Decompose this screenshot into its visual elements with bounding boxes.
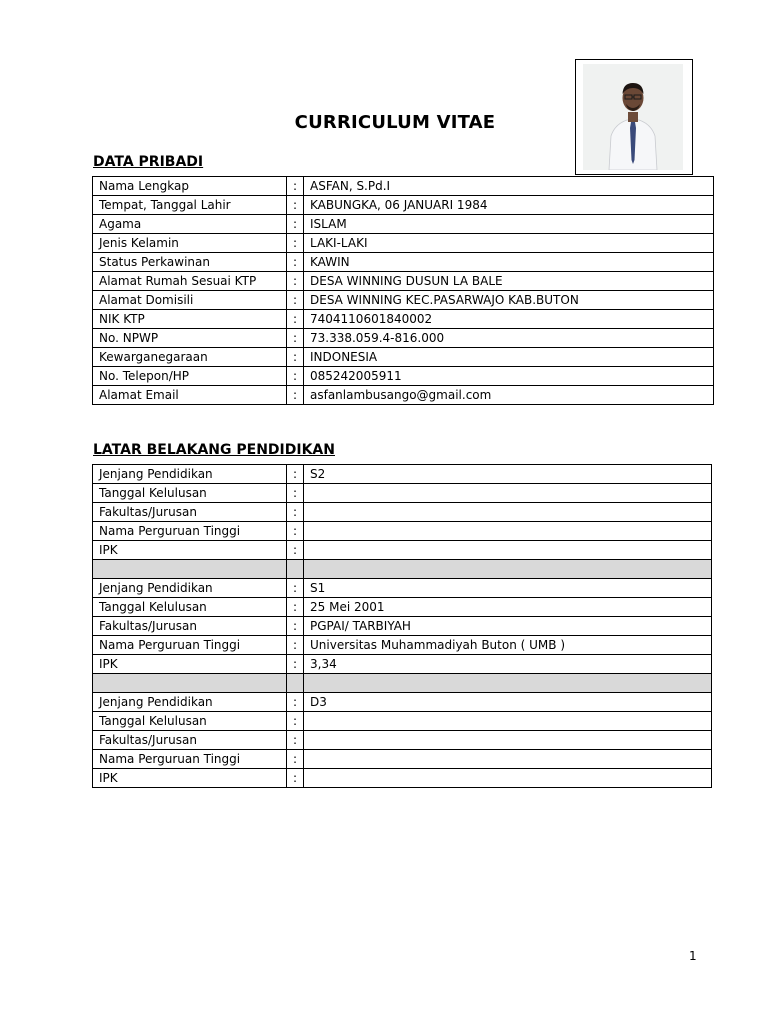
personal-data-row (93, 348, 714, 367)
field-separator: : (287, 750, 304, 769)
field-separator: : (287, 712, 304, 731)
field-separator: : (287, 484, 304, 503)
page-number: 1 (689, 949, 697, 963)
field-label: Alamat Email (93, 386, 287, 405)
education-row (93, 769, 712, 788)
education-spacer-row (93, 560, 712, 579)
field-separator: : (287, 541, 304, 560)
field-value: KABUNGKA, 06 JANUARI 1984 (304, 196, 714, 215)
document-title: CURRICULUM VITAE (294, 112, 496, 133)
field-label: Tanggal Kelulusan (93, 712, 287, 731)
personal-data-row (93, 234, 714, 253)
field-label: Fakultas/Jurusan (93, 731, 287, 750)
field-label: Alamat Rumah Sesuai KTP (93, 272, 287, 291)
field-value: S2 (304, 465, 712, 484)
field-separator: : (287, 503, 304, 522)
field-label: No. NPWP (93, 329, 287, 348)
personal-data-row (93, 329, 714, 348)
spacer-cell (93, 560, 287, 579)
field-value: DESA WINNING KEC.PASARWAJO KAB.BUTON (304, 291, 714, 310)
education-row (93, 484, 712, 503)
education-row (93, 693, 712, 712)
field-label: Kewarganegaraan (93, 348, 287, 367)
field-value: 7404110601840002 (304, 310, 714, 329)
field-label: Fakultas/Jurusan (93, 503, 287, 522)
field-value (304, 541, 712, 560)
field-separator: : (287, 598, 304, 617)
field-separator: : (287, 310, 304, 329)
field-label: Jenjang Pendidikan (93, 579, 287, 598)
education-row (93, 617, 712, 636)
field-label: Alamat Domisili (93, 291, 287, 310)
field-separator: : (287, 769, 304, 788)
field-label: Jenjang Pendidikan (93, 465, 287, 484)
field-label: Tanggal Kelulusan (93, 598, 287, 617)
field-label: Status Perkawinan (93, 253, 287, 272)
field-separator: : (287, 655, 304, 674)
spacer-cell (304, 674, 712, 693)
field-value: PGPAI/ TARBIYAH (304, 617, 712, 636)
education-heading: LATAR BELAKANG PENDIDIKAN (93, 442, 335, 458)
field-label: Jenjang Pendidikan (93, 693, 287, 712)
spacer-cell (304, 560, 712, 579)
field-value (304, 484, 712, 503)
field-separator: : (287, 196, 304, 215)
field-separator: : (287, 636, 304, 655)
field-label: IPK (93, 541, 287, 560)
personal-data-heading: DATA PRIBADI (93, 154, 204, 170)
personal-data-table (92, 176, 714, 405)
field-separator: : (287, 386, 304, 405)
field-value: KAWIN (304, 253, 714, 272)
field-separator: : (287, 215, 304, 234)
personal-data-row (93, 386, 714, 405)
field-value: ASFAN, S.Pd.I (304, 177, 714, 196)
personal-data-row (93, 177, 714, 196)
field-value: asfanlambusango@gmail.com (304, 386, 714, 405)
field-value (304, 750, 712, 769)
spacer-cell (287, 560, 304, 579)
field-label: Nama Perguruan Tinggi (93, 750, 287, 769)
field-label: Agama (93, 215, 287, 234)
education-row (93, 731, 712, 750)
personal-data-row (93, 253, 714, 272)
personal-data-row (93, 310, 714, 329)
field-label: Fakultas/Jurusan (93, 617, 287, 636)
field-separator: : (287, 522, 304, 541)
field-value: LAKI-LAKI (304, 234, 714, 253)
field-separator: : (287, 348, 304, 367)
field-value: Universitas Muhammadiyah Buton ( UMB ) (304, 636, 712, 655)
personal-data-row (93, 215, 714, 234)
field-separator: : (287, 177, 304, 196)
field-separator: : (287, 291, 304, 310)
field-label: No. Telepon/HP (93, 367, 287, 386)
education-row (93, 598, 712, 617)
field-separator: : (287, 579, 304, 598)
field-label: IPK (93, 655, 287, 674)
education-row (93, 712, 712, 731)
field-value (304, 731, 712, 750)
field-value: INDONESIA (304, 348, 714, 367)
field-separator: : (287, 234, 304, 253)
field-label: Tanggal Kelulusan (93, 484, 287, 503)
field-value: S1 (304, 579, 712, 598)
field-label: Jenis Kelamin (93, 234, 287, 253)
field-separator: : (287, 272, 304, 291)
personal-data-row (93, 367, 714, 386)
field-value: 25 Mei 2001 (304, 598, 712, 617)
field-value (304, 712, 712, 731)
field-value: ISLAM (304, 215, 714, 234)
personal-data-row (93, 196, 714, 215)
education-row (93, 465, 712, 484)
personal-data-row (93, 272, 714, 291)
field-value: 3,34 (304, 655, 712, 674)
field-label: Nama Perguruan Tinggi (93, 636, 287, 655)
field-label: Nama Lengkap (93, 177, 287, 196)
field-separator: : (287, 367, 304, 386)
field-value (304, 769, 712, 788)
education-row (93, 522, 712, 541)
spacer-cell (287, 674, 304, 693)
field-label: IPK (93, 769, 287, 788)
field-label: Tempat, Tanggal Lahir (93, 196, 287, 215)
education-row (93, 655, 712, 674)
education-row (93, 541, 712, 560)
field-separator: : (287, 731, 304, 750)
field-separator: : (287, 253, 304, 272)
field-value: 085242005911 (304, 367, 714, 386)
field-value (304, 522, 712, 541)
field-value: 73.338.059.4-816.000 (304, 329, 714, 348)
education-row (93, 636, 712, 655)
education-row (93, 750, 712, 769)
education-table (92, 464, 712, 788)
field-label: NIK KTP (93, 310, 287, 329)
field-separator: : (287, 693, 304, 712)
field-separator: : (287, 465, 304, 484)
education-spacer-row (93, 674, 712, 693)
field-value: DESA WINNING DUSUN LA BALE (304, 272, 714, 291)
education-row (93, 503, 712, 522)
field-value (304, 503, 712, 522)
field-value: D3 (304, 693, 712, 712)
field-separator: : (287, 329, 304, 348)
field-label: Nama Perguruan Tinggi (93, 522, 287, 541)
field-separator: : (287, 617, 304, 636)
spacer-cell (93, 674, 287, 693)
personal-data-row (93, 291, 714, 310)
education-row (93, 579, 712, 598)
